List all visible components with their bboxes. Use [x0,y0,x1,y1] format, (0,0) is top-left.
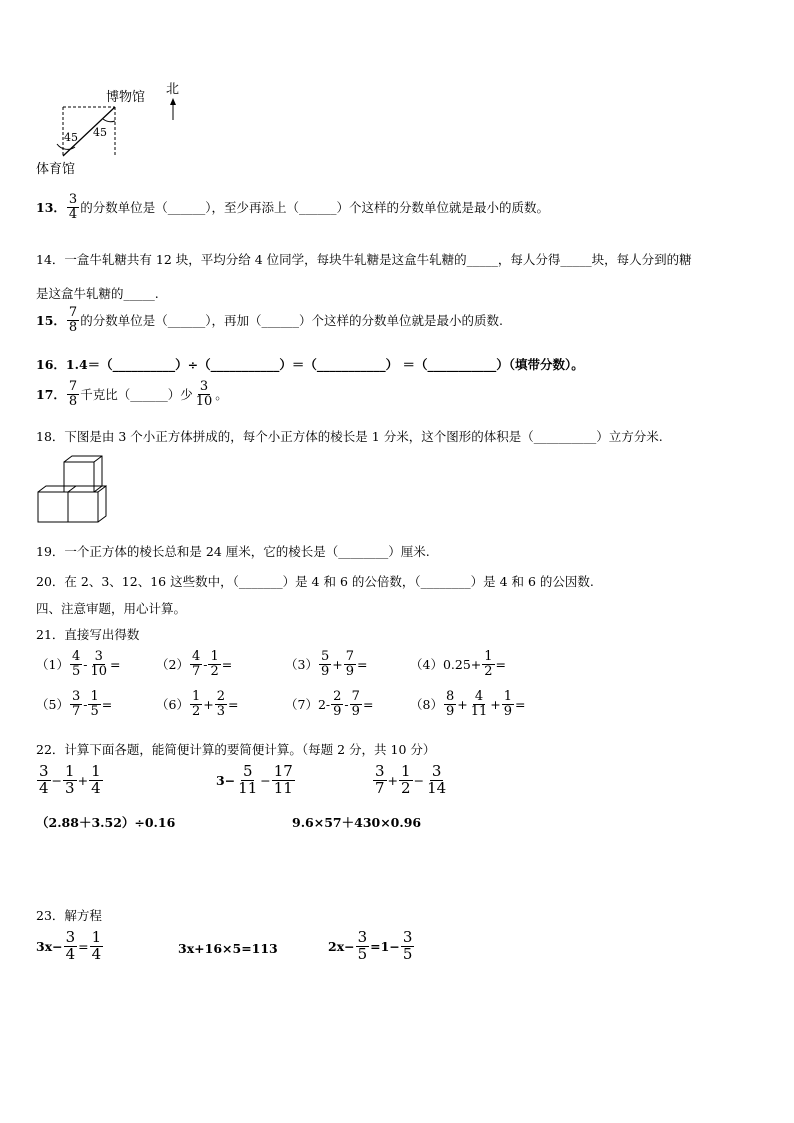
q23-equation-2: 3x+16×5=113 [178,941,278,956]
question-number: 15． [36,313,66,329]
question-14-line-2: 是这盒牛轧糖的_____. [36,286,159,301]
q21-item-7: （7）2- $\frac{2}{9}$ - $\frac{7}{9}$ = [285,689,374,719]
question-text: 的分数单位是（______），至少再添上（______）个这样的分数单位就是最小的质数。 [80,200,549,216]
q22-expr-4: （2.88＋3.52）÷0.16 [36,815,176,830]
angle-label-a: 45 [64,131,78,144]
question-14-line-1: 14．一盒牛轧糖共有 12 块，平均分给 4 位同学，每块牛轧糖是这盒牛轧糖的_____，每人分得_____块，每人分到的糖 [36,252,692,267]
question-number: 17． [36,387,66,403]
direction-map-figure [30,78,200,183]
question-17: 17． $\frac{7}{8}$ 千克比（______）少 $\frac{3}{10}$ 。 [36,379,228,409]
q21-item-1: （1） $\frac{4}{5}$ - $\frac{3}{10}$ = [36,649,121,679]
q21-item-6: （6） $\frac{1}{2}$ + $\frac{2}{3}$ = [156,689,239,719]
q21-item-4: （4）0.25+ $\frac{1}{2}$ = [410,649,507,679]
question-18: 18．下图是由 3 个小正方体拼成的，每个小正方体的棱长是 1 分米，这个图形的体积是（__________）立方分米. [36,429,663,444]
angle-arc-museum [103,119,115,122]
question-number: 13． [36,200,66,216]
question-20: 20．在 2、3、12、16 这些数中，（_______）是 4 和 6 的公倍数，（________）是 4 和 6 的公因数. [36,574,594,589]
question-19: 19．一个正方体的棱长总和是 24 厘米，它的棱长是（________）厘米. [36,544,430,559]
question-15 [36,306,503,334]
section-heading: 四、注意审题，用心计算。 [36,601,187,616]
question-text: 的分数单位是（______），再加（______）个这样的分数单位就是最小的质数. [80,313,503,329]
north-arrowhead-icon [170,98,176,105]
fraction: $\frac{3}{4}$ [68,192,78,222]
q21-item-8: （8） $\frac{8}{9}$ + $\frac{4}{11}$ + $\frac{1}{9}$ = [410,689,526,719]
question-23-title: 23．解方程 [36,908,102,923]
q23-equation-3: 2x− $\frac{3}{5}$ =1− $\frac{3}{5}$ [328,928,413,963]
question-16: 16．1.4＝（__________）÷（___________）＝（___________） ＝（___________）（填带分数）。 [36,357,584,372]
angle-label-b: 45 [93,126,107,139]
fraction: $\frac{7}{8}$ [68,305,78,335]
north-label: 北 [166,82,180,97]
q22-expr-5: 9.6×57＋430×0.96 [292,815,422,830]
question-21-title: 21．直接写出得数 [36,627,140,642]
fraction: $\frac{3}{10}$ [195,379,213,409]
q21-item-3: （3） $\frac{5}{9}$ + $\frac{7}{9}$ = [285,649,368,679]
question-22-title: 22．计算下面各题，能简便计算的要简便计算。（每题 2 分，共 10 分） [36,742,436,757]
gym-label: 体育馆 [36,162,76,177]
q22-expr-2: 3− $\frac{5}{11}$ − $\frac{17}{11}$ [216,762,293,797]
question-13 [36,193,549,221]
museum-label: 博物馆 [106,90,146,105]
q21-item-5: （5） $\frac{3}{7}$ - $\frac{1}{5}$ = [36,689,113,719]
q23-equation-1: 3x− $\frac{3}{4}$ = $\frac{1}{4}$ [36,928,102,963]
fraction: $\frac{7}{8}$ [68,379,78,409]
q22-expr-1: $\frac{3}{4}$ − $\frac{1}{3}$ + $\frac{1}{4}$ [39,762,101,797]
q21-item-2: （2） $\frac{4}{7}$ - $\frac{1}{2}$ = [156,649,233,679]
cubes-figure [34,455,114,527]
q22-expr-3: $\frac{3}{7}$ + $\frac{1}{2}$ − $\frac{3}{14}$ [375,762,447,797]
question-text: 千克比（______）少 [80,387,193,403]
